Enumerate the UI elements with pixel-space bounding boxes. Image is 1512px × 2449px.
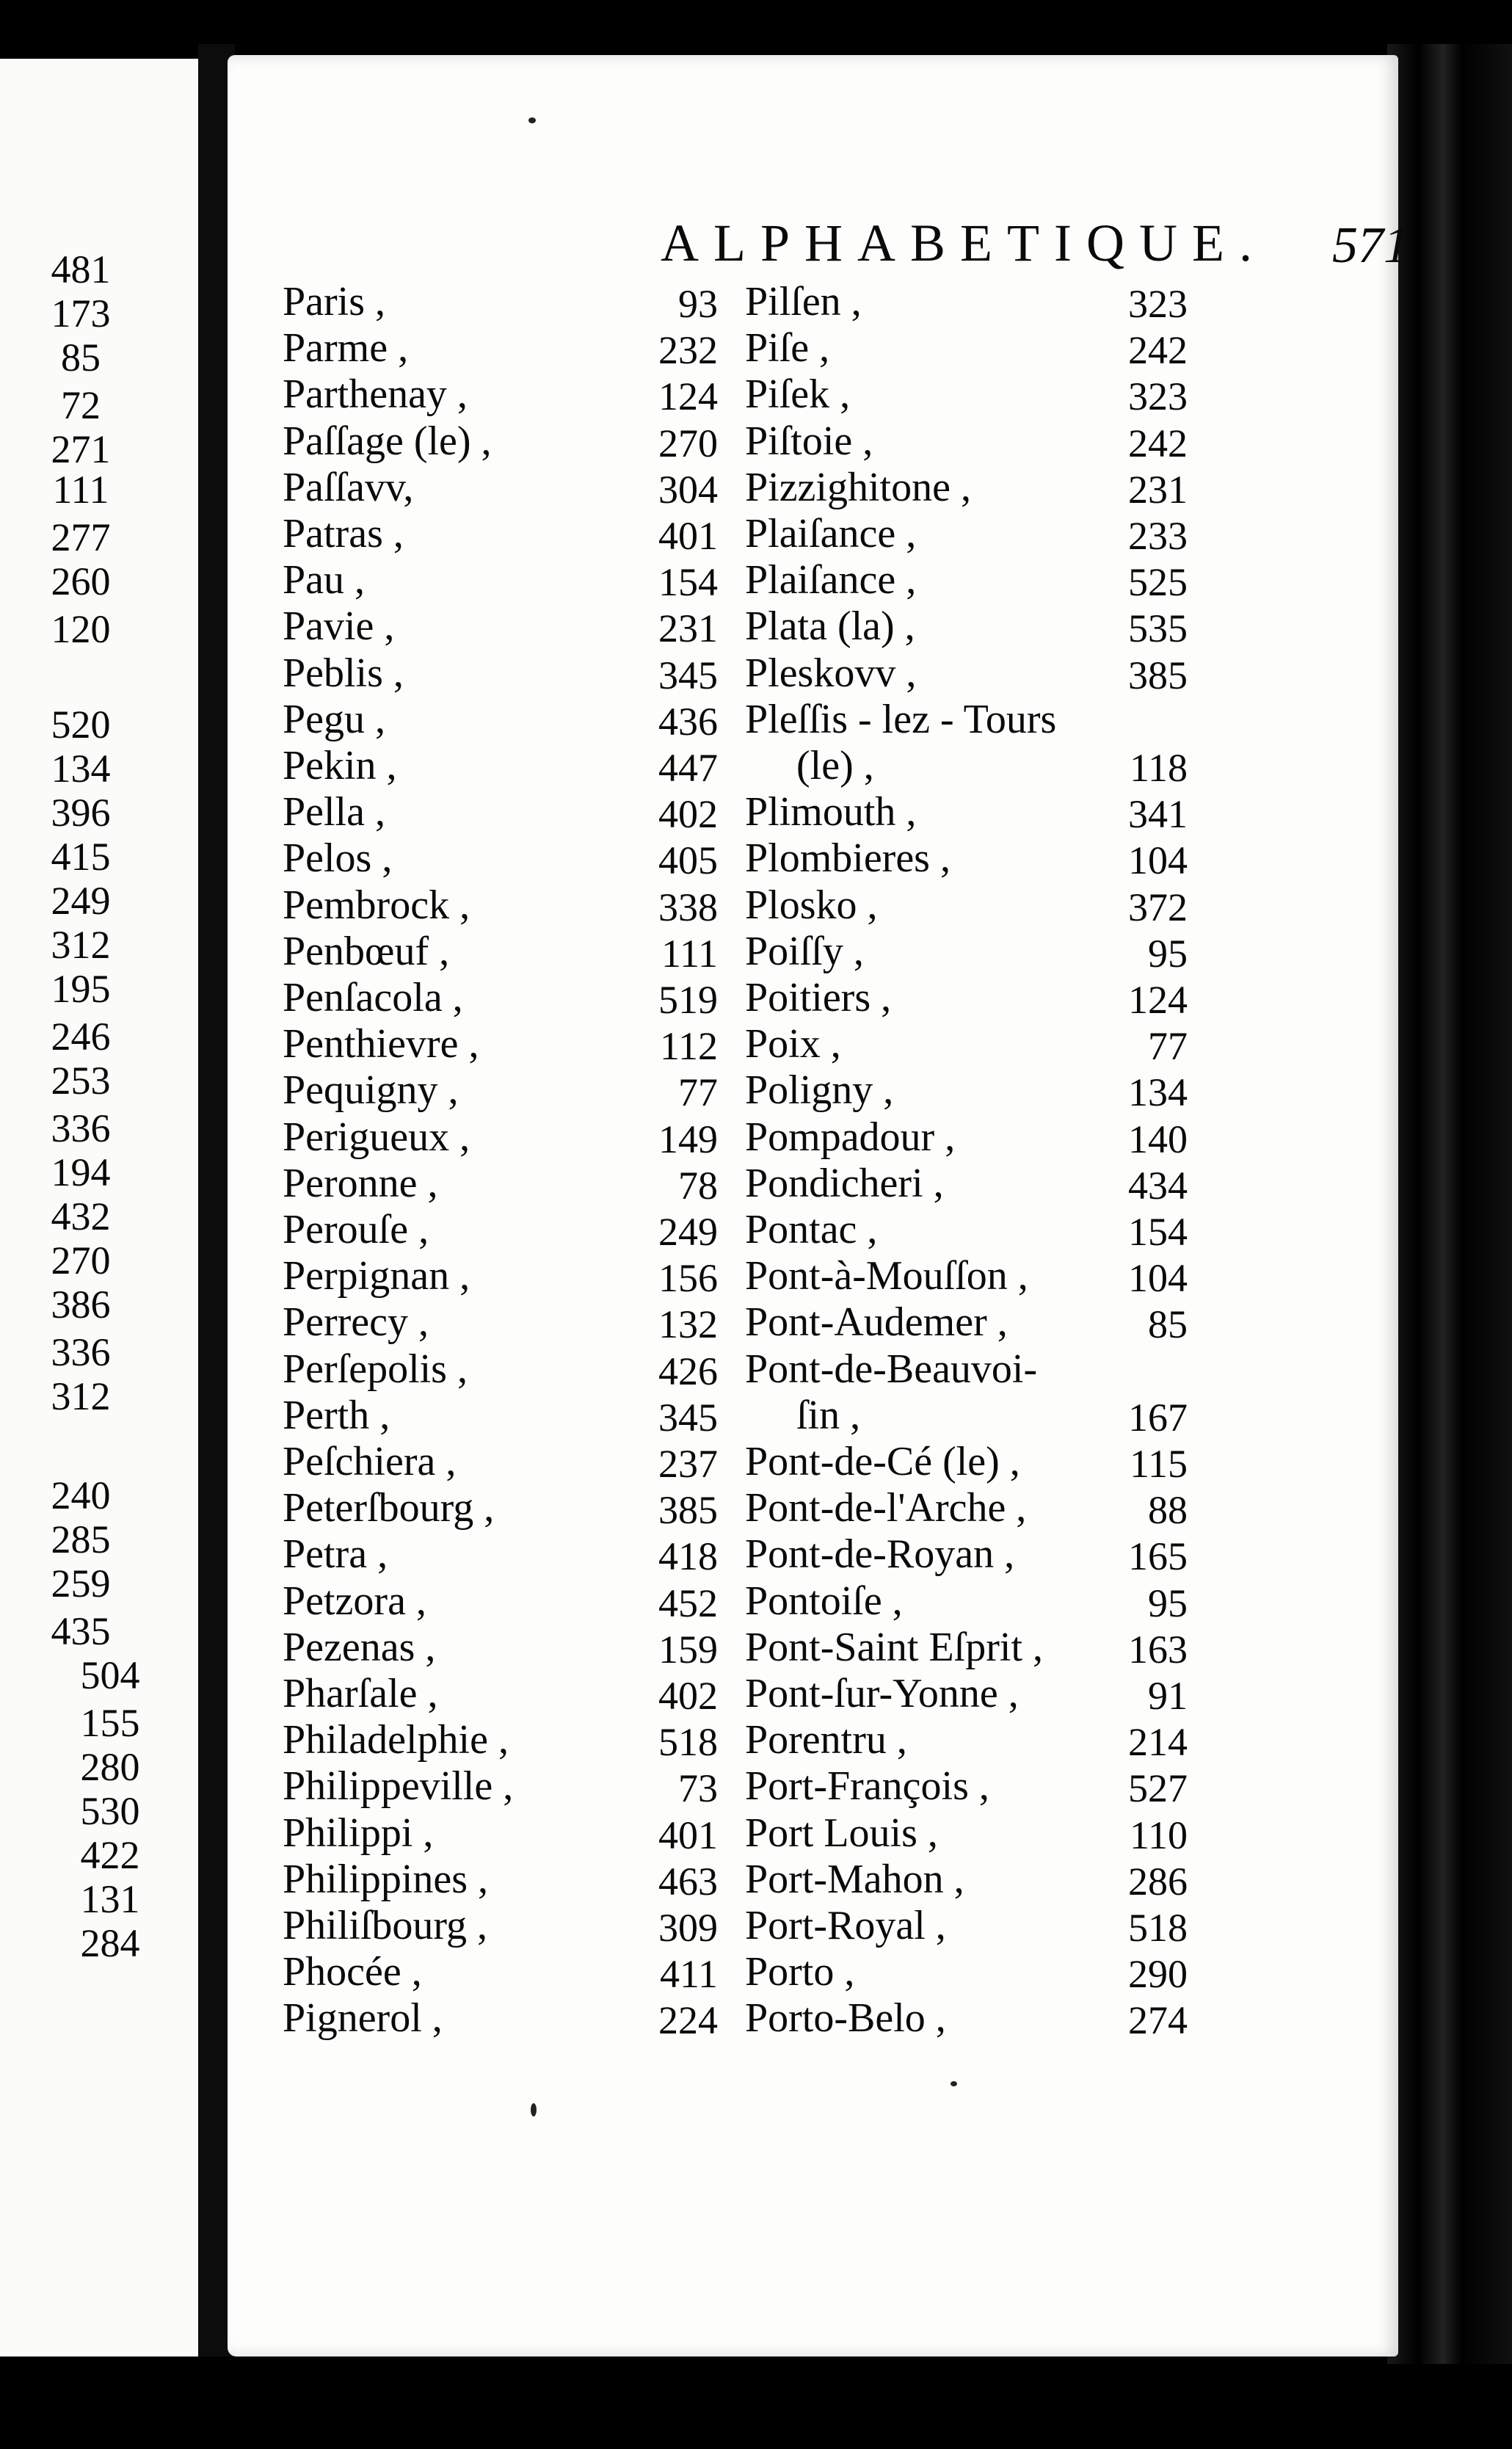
margin-page-number: 336 <box>51 1106 111 1150</box>
index-entry-name: Parthenay , <box>283 371 468 418</box>
index-entry-page: 290 <box>1128 1952 1188 1997</box>
index-entry-name: Pleſſis - lez - Tours <box>745 696 1057 742</box>
index-entry-page: 518 <box>658 1720 718 1765</box>
index-entry-page: 95 <box>1148 1581 1188 1625</box>
index-entry-page: 323 <box>1128 374 1188 419</box>
index-entry-name: Pontoiſe , <box>745 1578 903 1624</box>
margin-page-number: 386 <box>51 1282 111 1327</box>
index-entry-name: Poitiers , <box>745 975 892 1020</box>
index-entry-name: Port-Mahon , <box>745 1856 964 1902</box>
index-entry-name: Pondicheri , <box>745 1160 944 1206</box>
index-entry-name: Pleskovv , <box>745 650 917 696</box>
index-entry-page: 436 <box>658 699 718 744</box>
index-entry-name: Pelos , <box>283 835 393 882</box>
index-entry-name: Pequigny , <box>283 1067 459 1114</box>
margin-page-number: 280 <box>80 1745 140 1789</box>
index-entry-name: Philippines , <box>283 1856 489 1902</box>
margin-page-number: 120 <box>51 607 111 651</box>
index-entry-page: 434 <box>1128 1163 1188 1208</box>
index-entry-name: Pella , <box>283 789 385 835</box>
index-entry-page: 124 <box>1128 978 1188 1022</box>
index-entry-page: 519 <box>658 978 718 1022</box>
index-entry-page: 304 <box>658 467 718 512</box>
index-entry-page: 401 <box>658 1813 718 1857</box>
index-entry-page: 95 <box>1148 931 1188 976</box>
index-entry-name: Plaiſance , <box>745 511 917 556</box>
index-entry-page: 110 <box>1130 1813 1188 1857</box>
index-entry-name: Poix , <box>745 1021 841 1067</box>
index-entry-name: Plimouth , <box>745 789 917 835</box>
margin-page-number: 131 <box>80 1877 140 1921</box>
ink-speck <box>951 2081 957 2086</box>
index-entry-name: Paris , <box>283 279 385 324</box>
margin-page-number: 249 <box>51 879 111 923</box>
index-entry-name: Pharſale , <box>283 1671 438 1716</box>
index-entry-page: 286 <box>1128 1859 1188 1904</box>
index-entry-name: Penthievre , <box>283 1021 479 1067</box>
index-entry-page: 167 <box>1128 1395 1188 1440</box>
index-entry-name: Plata (la) , <box>745 603 915 650</box>
page-number: 571 <box>1332 217 1409 274</box>
index-entry-name: Peronne , <box>283 1160 438 1206</box>
index-entry-name: Poligny , <box>745 1067 894 1114</box>
index-entry-name: Porto , <box>745 1949 855 1995</box>
index-entry-name: Plosko , <box>745 882 878 928</box>
margin-page-number: 422 <box>80 1833 140 1877</box>
margin-page-number: 312 <box>51 1374 111 1418</box>
index-entry-page: 463 <box>658 1859 718 1904</box>
index-entry-page: 372 <box>1128 885 1188 929</box>
index-entry-page: 115 <box>1130 1442 1188 1486</box>
margin-page-number: 415 <box>51 835 111 879</box>
index-entry-page: 525 <box>1128 560 1188 605</box>
index-entry-page: 104 <box>1128 838 1188 883</box>
previous-page-fragment <box>0 59 202 2357</box>
index-entry-name: Poiſſy , <box>745 928 864 974</box>
index-entry-name: Peſchiera , <box>283 1439 457 1484</box>
index-entry-page: 405 <box>658 838 718 883</box>
page-edge-shadow <box>1387 44 1512 2364</box>
index-entry-page: 535 <box>1128 606 1188 651</box>
index-entry-name: Pavie , <box>283 603 395 650</box>
index-entry-name: Philippi , <box>283 1810 434 1856</box>
index-entry-name: Port-François , <box>745 1763 989 1810</box>
margin-page-number: 259 <box>51 1561 111 1606</box>
index-entry-page: 242 <box>1128 421 1188 465</box>
index-entry-page: 345 <box>658 1395 718 1440</box>
margin-page-number: 240 <box>51 1473 111 1517</box>
index-entry-name: Pont-ſur-Yonne , <box>745 1671 1019 1716</box>
index-entry-name: Pont-de-l'Arche , <box>745 1485 1027 1531</box>
index-entry-page: 77 <box>1148 1024 1188 1069</box>
margin-page-number: 312 <box>51 923 111 967</box>
index-entry-page: 341 <box>1128 792 1188 837</box>
index-entry-name: Peterſbourg , <box>283 1485 495 1531</box>
index-entry-name: Perth , <box>283 1392 390 1438</box>
margin-page-number: 284 <box>80 1921 140 1965</box>
margin-page-number: 195 <box>51 967 111 1011</box>
index-entry-page: 134 <box>1128 1070 1188 1115</box>
index-entry-name: Petzora , <box>283 1578 426 1624</box>
index-entry-page: 132 <box>658 1302 718 1347</box>
margin-page-number: 396 <box>51 791 111 835</box>
index-entry-name: (le) , <box>796 743 874 788</box>
index-entry-name: Pontac , <box>745 1207 878 1252</box>
index-entry-name: Pont-à-Mouſſon , <box>745 1253 1028 1299</box>
index-entry-page: 91 <box>1148 1674 1188 1718</box>
index-entry-name: Plombieres , <box>745 835 951 882</box>
index-entry-name: Penſacola , <box>283 975 463 1020</box>
index-entry-page: 323 <box>1128 282 1188 326</box>
index-entry-page: 231 <box>1128 467 1188 512</box>
index-entry-page: 154 <box>1128 1210 1188 1254</box>
margin-page-number: 72 <box>61 383 101 427</box>
index-entry-page: 78 <box>678 1163 718 1208</box>
margin-page-number: 85 <box>61 335 101 380</box>
index-entry-name: Peblis , <box>283 650 404 696</box>
index-entry-name: Paſſavv, <box>283 464 414 510</box>
index-entry-page: 88 <box>1148 1488 1188 1533</box>
margin-page-number: 277 <box>51 515 111 559</box>
index-entry-name: Pilſen , <box>745 279 862 324</box>
margin-page-number: 504 <box>80 1653 140 1697</box>
index-entry-page: 214 <box>1128 1720 1188 1765</box>
index-entry-page: 85 <box>1148 1302 1188 1347</box>
index-entry-page: 156 <box>658 1256 718 1301</box>
ink-speck <box>531 2103 537 2116</box>
index-entry-page: 527 <box>1128 1766 1188 1811</box>
index-entry-name: Port-Royal , <box>745 1903 946 1948</box>
margin-page-number: 336 <box>51 1330 111 1374</box>
index-entry-page: 159 <box>658 1627 718 1672</box>
index-entry-name: Perſepolis , <box>283 1346 468 1392</box>
margin-page-number: 194 <box>51 1150 111 1194</box>
index-entry-name: Parme , <box>283 325 409 371</box>
margin-page-number: 173 <box>51 291 111 335</box>
index-entry-page: 518 <box>1128 1906 1188 1950</box>
index-entry-page: 232 <box>658 328 718 373</box>
index-entry-page: 73 <box>678 1766 718 1811</box>
index-entry-name: Pignerol , <box>283 1995 443 2042</box>
index-entry-page: 224 <box>658 1998 718 2043</box>
margin-page-number: 253 <box>51 1059 111 1103</box>
index-entry-name: ſin , <box>796 1392 861 1438</box>
index-entry-page: 418 <box>658 1534 718 1579</box>
index-entry-name: Perigueux , <box>283 1114 470 1160</box>
index-entry-page: 411 <box>660 1952 718 1997</box>
index-entry-name: Pont-de-Cé (le) , <box>745 1439 1020 1484</box>
margin-page-number: 481 <box>51 247 111 291</box>
index-entry-page: 447 <box>658 746 718 790</box>
margin-page-number: 432 <box>51 1194 111 1238</box>
index-entry-name: Petra , <box>283 1531 388 1578</box>
margin-page-number: 271 <box>51 427 111 471</box>
index-entry-name: Pembrock , <box>283 882 470 928</box>
index-entry-page: 402 <box>658 792 718 837</box>
index-entry-page: 154 <box>658 560 718 605</box>
index-entry-page: 401 <box>658 514 718 558</box>
index-entry-page: 165 <box>1128 1534 1188 1579</box>
index-entry-page: 140 <box>1128 1117 1188 1161</box>
index-entry-name: Porentru , <box>745 1717 907 1763</box>
index-entry-page: 452 <box>658 1581 718 1625</box>
index-entry-name: Pont-de-Royan , <box>745 1531 1015 1578</box>
index-entry-page: 274 <box>1128 1998 1188 2043</box>
margin-page-number: 155 <box>80 1701 140 1745</box>
index-entry-name: Pont-de-Beauvoi- <box>745 1346 1038 1392</box>
index-entry-page: 118 <box>1130 746 1188 790</box>
ink-speck <box>528 117 536 123</box>
margin-page-number: 260 <box>51 559 111 603</box>
index-entry-name: Paſſage (le) , <box>283 418 492 464</box>
index-entry-page: 242 <box>1128 328 1188 373</box>
index-entry-name: Pegu , <box>283 696 385 742</box>
index-entry-page: 111 <box>661 931 718 976</box>
margin-page-number: 285 <box>51 1517 111 1561</box>
index-entry-page: 345 <box>658 653 718 697</box>
index-entry-name: Penbœuf , <box>283 928 450 974</box>
index-entry-name: Perouſe , <box>283 1207 429 1252</box>
index-entry-page: 402 <box>658 1674 718 1718</box>
index-entry-name: Pont-Audemer , <box>745 1299 1008 1346</box>
running-title: ALPHABETIQUE. <box>661 214 1267 272</box>
index-entry-name: Piſe , <box>745 325 830 371</box>
index-entry-name: Philiſbourg , <box>283 1903 488 1948</box>
index-entry-name: Pezenas , <box>283 1624 436 1670</box>
index-entry-name: Porto-Belo , <box>745 1995 946 2042</box>
index-entry-page: 338 <box>658 885 718 929</box>
index-entry-name: Perpignan , <box>283 1253 470 1299</box>
index-entry-page: 163 <box>1128 1627 1188 1672</box>
index-entry-page: 270 <box>658 421 718 465</box>
index-entry-page: 124 <box>658 374 718 419</box>
index-entry-name: Pekin , <box>283 743 397 788</box>
index-entry-page: 149 <box>658 1117 718 1161</box>
margin-page-number: 134 <box>51 747 111 791</box>
index-entry-page: 249 <box>658 1210 718 1254</box>
index-entry-page: 309 <box>658 1906 718 1950</box>
index-entry-page: 426 <box>658 1349 718 1393</box>
margin-page-number: 435 <box>51 1609 111 1653</box>
index-entry-name: Phocée , <box>283 1949 422 1995</box>
margin-page-number: 111 <box>52 468 109 512</box>
index-entry-name: Perrecy , <box>283 1299 429 1346</box>
index-entry-name: Piſek , <box>745 371 851 418</box>
index-entry-page: 233 <box>1128 514 1188 558</box>
index-entry-page: 93 <box>678 282 718 326</box>
index-entry-name: Pizzighitone , <box>745 464 971 510</box>
index-entry-page: 112 <box>660 1024 718 1069</box>
index-entry-page: 104 <box>1128 1256 1188 1301</box>
index-entry-page: 385 <box>658 1488 718 1533</box>
index-entry-page: 77 <box>678 1070 718 1115</box>
margin-page-number: 246 <box>51 1015 111 1059</box>
margin-page-number: 270 <box>51 1238 111 1282</box>
index-entry-name: Piſtoie , <box>745 418 873 464</box>
index-entry-name: Plaiſance , <box>745 557 917 603</box>
index-entry-page: 231 <box>658 606 718 651</box>
margin-page-number: 530 <box>80 1789 140 1833</box>
index-entry-name: Pau , <box>283 557 365 603</box>
margin-page-number: 520 <box>51 703 111 747</box>
index-entry-page: 237 <box>658 1442 718 1486</box>
index-entry-name: Pont-Saint Eſprit , <box>745 1624 1043 1670</box>
index-entry-name: Pompadour , <box>745 1114 956 1160</box>
index-entry-name: Port Louis , <box>745 1810 938 1856</box>
index-entry-page: 385 <box>1128 653 1188 697</box>
index-entry-name: Philippeville , <box>283 1763 514 1810</box>
index-entry-name: Patras , <box>283 511 404 556</box>
index-entry-name: Philadelphie , <box>283 1717 509 1763</box>
index-page <box>228 55 1409 2357</box>
